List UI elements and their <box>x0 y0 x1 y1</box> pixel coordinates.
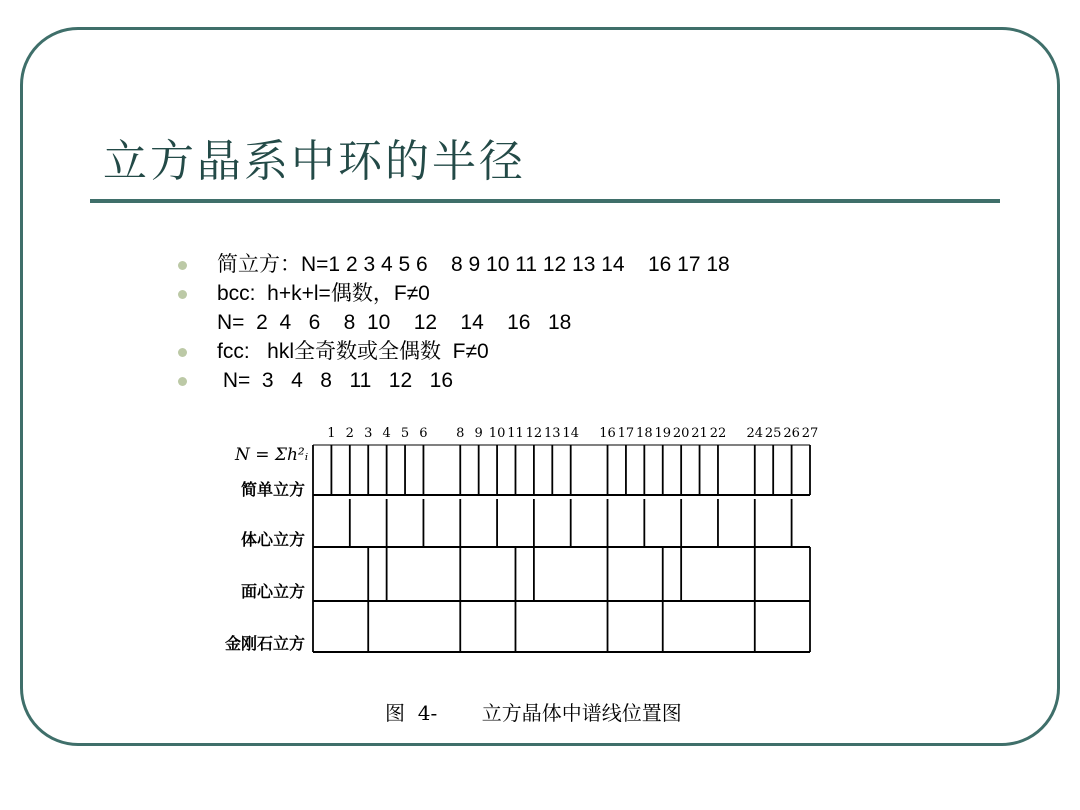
n-tick-label: 4 <box>382 426 391 441</box>
n-tick-label: 24 <box>746 426 764 441</box>
n-tick-label: 1 <box>327 426 336 441</box>
bullet-text: fcc: hkl全奇数或全偶数 F≠0 <box>217 340 489 363</box>
n-tick-label: 14 <box>562 426 579 441</box>
n-axis-label: N = Σh²ᵢ <box>235 445 309 465</box>
n-tick-label: 11 <box>507 426 524 441</box>
bullet-dot <box>178 261 187 270</box>
bullet-item <box>178 337 938 366</box>
bullet-list <box>178 250 938 395</box>
bullet-dot <box>178 290 187 299</box>
n-tick-label: 6 <box>419 426 428 441</box>
row-label: 面心立方 <box>240 582 305 601</box>
n-tick-label: 9 <box>474 426 483 441</box>
n-tick-label: 2 <box>345 426 354 441</box>
bullet-dot <box>178 348 187 357</box>
n-tick-label: 26 <box>783 426 800 441</box>
n-tick-label: 8 <box>456 426 465 441</box>
bullet-continuation <box>178 308 938 337</box>
n-tick-label: 3 <box>364 426 373 441</box>
row-label: 金刚石立方 <box>225 634 305 653</box>
n-tick-label: 21 <box>691 426 708 441</box>
n-tick-label: 19 <box>654 426 672 441</box>
bullet-text: N= 2 4 6 8 10 12 14 16 18 <box>217 311 572 334</box>
n-tick-label: 25 <box>764 426 782 441</box>
line-position-diagram <box>225 415 825 665</box>
title-underline <box>90 199 1000 203</box>
bullet-text: bcc: h+k+l=偶数，F≠0 <box>217 282 430 305</box>
bullet-item <box>178 250 938 279</box>
n-tick-label: 12 <box>525 426 543 441</box>
n-tick-label: 5 <box>400 426 410 441</box>
row-label: 体心立方 <box>240 530 305 549</box>
n-tick-label: 13 <box>544 426 561 441</box>
n-tick-label: 17 <box>617 426 635 441</box>
row-label: 简单立方 <box>240 480 305 499</box>
bullet-text: 简立方：N=1 2 3 4 5 6 8 9 10 11 12 13 14 16 17 18 <box>217 253 730 276</box>
n-tick-label: 10 <box>488 426 506 441</box>
figure-caption: 图 4- 立方晶体中谱线位置图 <box>385 701 682 725</box>
bullet-dot <box>178 377 187 386</box>
n-tick-label: 18 <box>636 426 653 441</box>
n-tick-label: 16 <box>599 426 616 441</box>
bullet-item <box>178 279 938 308</box>
n-tick-label: 20 <box>672 426 690 441</box>
bullet-item <box>178 366 938 395</box>
slide-title: 立方晶系中环的半径 <box>103 136 526 187</box>
n-tick-label: 27 <box>801 426 819 441</box>
bullet-text: N= 3 4 8 11 12 16 <box>217 369 454 392</box>
n-tick-label: 22 <box>709 426 727 441</box>
